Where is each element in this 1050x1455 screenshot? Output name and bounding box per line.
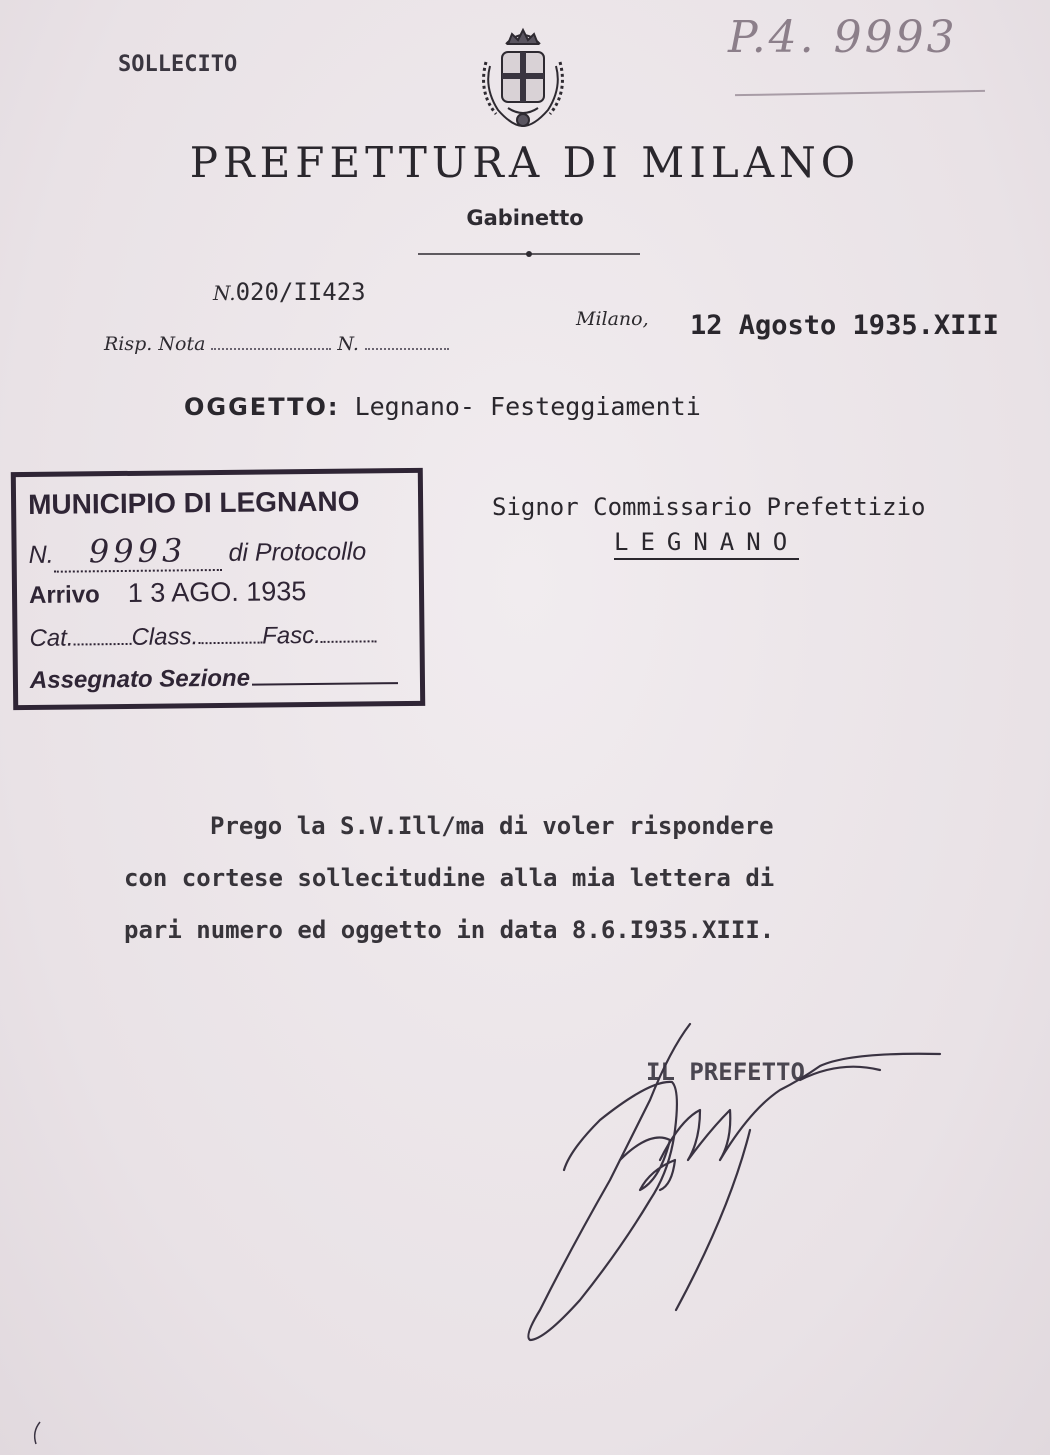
protocol-number-label: N. bbox=[213, 281, 236, 305]
reply-blank bbox=[211, 334, 331, 350]
recipient-title: Signor Commissario Prefettizio bbox=[492, 493, 926, 521]
stamp-cat-label: Cat. bbox=[29, 624, 74, 652]
handwritten-signature bbox=[500, 1010, 950, 1350]
stamp-classification-row bbox=[29, 621, 377, 653]
letter-body bbox=[124, 800, 924, 956]
body-line-1: Prego la S.V.Ill/ma di voler rispondere bbox=[210, 812, 774, 840]
sollecito-label: SOLLECITO bbox=[118, 52, 238, 77]
stamp-section-blank bbox=[252, 664, 398, 686]
reply-label: Risp. Nota bbox=[104, 333, 206, 355]
divider bbox=[418, 250, 640, 258]
handwritten-pencil-note: P.4. 9993 bbox=[728, 12, 958, 63]
coat-of-arms-icon bbox=[468, 22, 578, 134]
page-title: PREFETTURA DI MILANO bbox=[189, 138, 861, 187]
pen-mark bbox=[30, 1420, 44, 1446]
dateline-date: 12 Agosto 1935.XIII bbox=[690, 310, 999, 341]
pencil-underline bbox=[735, 90, 985, 96]
stamp-cat-blank bbox=[73, 625, 131, 646]
subject-value: Legnano- Festeggiamenti bbox=[354, 392, 701, 421]
stamp-section-row bbox=[30, 663, 398, 695]
stamp-number-label: N. bbox=[28, 540, 54, 569]
stamp-arrival-label: Arrivo bbox=[28, 581, 100, 609]
stamp-protocol-label: di Protocollo bbox=[228, 537, 367, 567]
protocol-number bbox=[213, 278, 366, 306]
subject-label: OGGETTO: bbox=[184, 393, 340, 421]
stamp-class-label: Class. bbox=[131, 623, 199, 651]
reply-reference bbox=[104, 333, 455, 355]
signer-title: IL PREFETTO bbox=[646, 1058, 805, 1086]
protocol-stamp bbox=[11, 468, 425, 710]
recipient-city: LEGNANO bbox=[614, 528, 799, 560]
reply-number-label: N. bbox=[337, 333, 359, 355]
stamp-section-label: Assegnato Sezione bbox=[29, 664, 251, 694]
body-line-2: con cortese sollecitudine alla mia lettera di bbox=[124, 864, 775, 892]
protocol-number-value: 020/II423 bbox=[235, 278, 366, 306]
stamp-number-value: 9993 bbox=[53, 531, 221, 573]
reply-number-blank bbox=[365, 334, 449, 350]
subject-line bbox=[184, 392, 701, 421]
stamp-class-blank bbox=[198, 624, 262, 645]
stamp-fasc-label: Fasc. bbox=[262, 621, 322, 650]
stamp-fasc-blank bbox=[321, 622, 377, 643]
stamp-arrival-date: 1 3 AGO. 1935 bbox=[127, 576, 307, 608]
stamp-number-row bbox=[28, 529, 366, 573]
dateline-city: Milano, bbox=[576, 308, 649, 330]
stamp-arrival-row bbox=[29, 576, 307, 610]
body-line-3: pari numero ed oggetto in data 8.6.I935.XIII. bbox=[124, 916, 775, 944]
office-subtitle: Gabinetto bbox=[466, 206, 584, 230]
stamp-municipality: MUNICIPIO DI LEGNANO bbox=[27, 485, 360, 520]
